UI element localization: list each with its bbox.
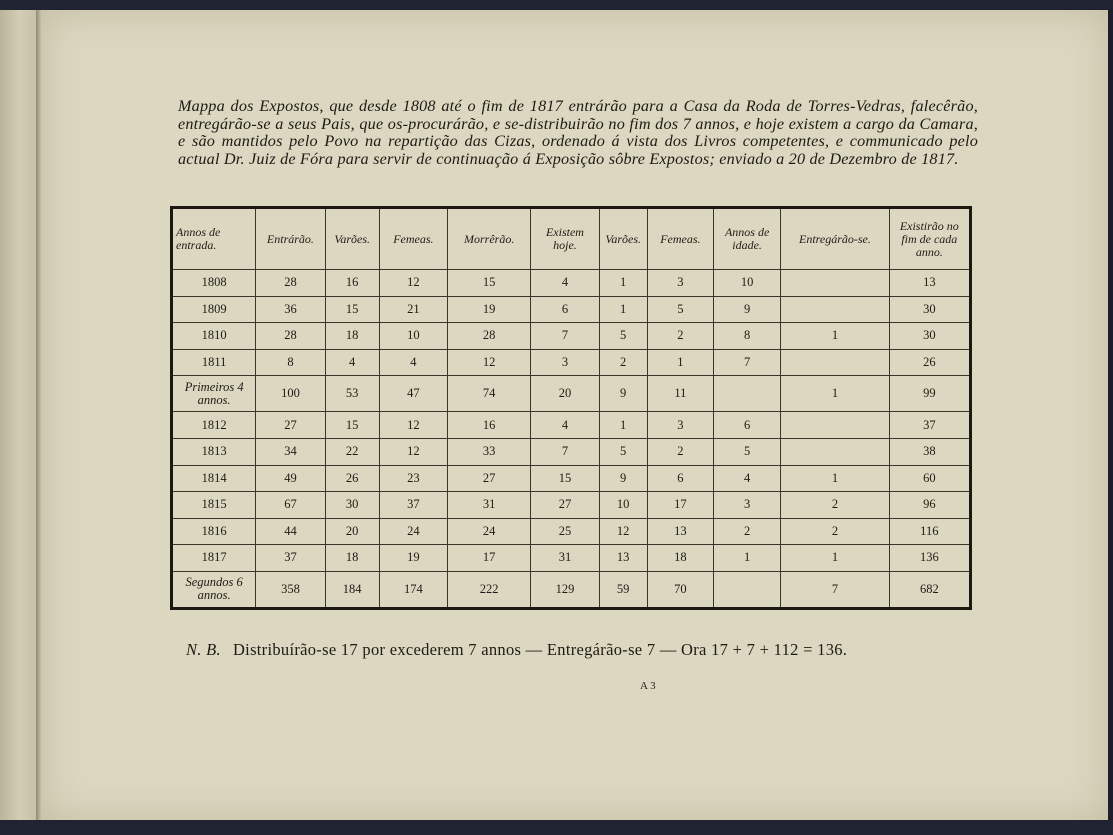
table-cell: 17 [448, 545, 531, 572]
col-header: Existirão no fim de cada anno. [889, 208, 970, 270]
table-cell: 23 [379, 465, 447, 492]
row-label-cell: Primeiros 4 annos. [172, 376, 256, 412]
table-cell: 18 [325, 545, 379, 572]
table-row [172, 323, 971, 350]
table-cell: 74 [448, 376, 531, 412]
table-cell: 129 [531, 571, 599, 608]
table-cell: 1 [599, 296, 647, 323]
col-header: Femeas. [379, 208, 447, 270]
scan-bottom-edge [0, 820, 1113, 835]
table-cell: 1 [781, 545, 889, 572]
table-cell: 1 [781, 376, 889, 412]
table-cell: 8 [256, 349, 325, 376]
table-cell: 31 [531, 545, 599, 572]
table-row [172, 412, 971, 439]
expostos-table [170, 206, 972, 610]
table-row [172, 571, 971, 608]
table-row [172, 349, 971, 376]
document-headline: Mappa dos Expostos, que desde 1808 até o fim de 1817 entrárão para a Casa da Roda de Torres-Vedras, falecêrão, entregárão-se a seus Pais, que os-procurárão, e se-distribuirão no fim dos 7 annos, e hoje existem a cargo da Camara, e são mantidos pelo Povo na repartição das Cizas, ordenado á vista dos Livros competentes, e communicado pelo actual Dr. Juiz de Fóra para servir de continuação á Exposição sôbre Expostos; enviado a 20 de Dezembro de 1817. [178, 97, 978, 168]
table-cell: 28 [448, 323, 531, 350]
table-cell: 4 [379, 349, 447, 376]
signature-mark: A 3 [640, 680, 656, 692]
table-cell: 12 [448, 349, 531, 376]
nota-bene-text: Distribuírão-se 17 por excederem 7 annos — Entregárão-se 7 — Ora 17 + 7 + 112 = 136. [232, 640, 848, 659]
table-cell: 36 [256, 296, 325, 323]
table-cell: 19 [379, 545, 447, 572]
table-cell: 24 [448, 518, 531, 545]
table-cell: 22 [325, 438, 379, 465]
table-cell: 20 [531, 376, 599, 412]
table-cell: 6 [713, 412, 780, 439]
table-cell [781, 412, 889, 439]
table-cell [781, 270, 889, 297]
table-cell: 4 [531, 412, 599, 439]
table-cell: 2 [781, 492, 889, 519]
table-cell: 30 [325, 492, 379, 519]
row-label-cell: 1816 [172, 518, 256, 545]
col-header: Morrêrão. [448, 208, 531, 270]
table-cell: 15 [325, 412, 379, 439]
table-cell: 136 [889, 545, 970, 572]
table-cell: 12 [379, 412, 447, 439]
table-cell: 116 [889, 518, 970, 545]
table-cell: 3 [647, 412, 713, 439]
table-cell: 1 [599, 270, 647, 297]
table-cell: 25 [531, 518, 599, 545]
table-cell: 13 [599, 545, 647, 572]
table-cell: 9 [599, 465, 647, 492]
table-cell: 31 [448, 492, 531, 519]
table-cell: 37 [889, 412, 970, 439]
table-cell: 5 [713, 438, 780, 465]
table-cell: 5 [647, 296, 713, 323]
table-cell: 8 [713, 323, 780, 350]
table-cell: 9 [713, 296, 780, 323]
table-row [172, 518, 971, 545]
table-cell: 18 [325, 323, 379, 350]
table-row [172, 438, 971, 465]
table-cell: 2 [647, 323, 713, 350]
table-cell: 20 [325, 518, 379, 545]
table-cell: 2 [713, 518, 780, 545]
col-header: Existem hoje. [531, 208, 599, 270]
table-cell: 27 [531, 492, 599, 519]
table-row [172, 376, 971, 412]
row-label-cell: 1817 [172, 545, 256, 572]
col-header: Varões. [325, 208, 379, 270]
table-cell: 30 [889, 323, 970, 350]
table-cell: 3 [647, 270, 713, 297]
table-cell: 2 [647, 438, 713, 465]
table-cell: 16 [448, 412, 531, 439]
table-row [172, 492, 971, 519]
table-cell: 11 [647, 376, 713, 412]
table-cell: 1 [647, 349, 713, 376]
table-cell: 6 [647, 465, 713, 492]
table-cell: 10 [379, 323, 447, 350]
row-label-cell: 1808 [172, 270, 256, 297]
table-cell: 38 [889, 438, 970, 465]
table-cell: 37 [256, 545, 325, 572]
table-header-row [172, 208, 971, 270]
table-cell: 96 [889, 492, 970, 519]
table-cell: 7 [531, 323, 599, 350]
table-cell: 27 [256, 412, 325, 439]
table-cell: 10 [713, 270, 780, 297]
nota-bene-prefix: N. B. [186, 640, 221, 659]
table-cell: 17 [647, 492, 713, 519]
table-cell: 70 [647, 571, 713, 608]
table-row [172, 545, 971, 572]
table-cell: 174 [379, 571, 447, 608]
table-cell: 15 [531, 465, 599, 492]
table-cell: 99 [889, 376, 970, 412]
table-cell: 67 [256, 492, 325, 519]
table-cell: 30 [889, 296, 970, 323]
table-cell [713, 376, 780, 412]
row-label-cell: Segundos 6 annos. [172, 571, 256, 608]
table-cell: 49 [256, 465, 325, 492]
table-cell: 44 [256, 518, 325, 545]
table-cell: 5 [599, 438, 647, 465]
table-cell: 6 [531, 296, 599, 323]
table-cell: 19 [448, 296, 531, 323]
table-cell: 59 [599, 571, 647, 608]
row-label-cell: 1814 [172, 465, 256, 492]
table-cell: 24 [379, 518, 447, 545]
table-row [172, 270, 971, 297]
table-cell: 26 [325, 465, 379, 492]
table-cell: 1 [713, 545, 780, 572]
col-header: Varões. [599, 208, 647, 270]
col-header: Entregárão-se. [781, 208, 889, 270]
table-cell: 100 [256, 376, 325, 412]
table-cell [781, 296, 889, 323]
table-cell [781, 349, 889, 376]
table-cell: 12 [379, 270, 447, 297]
nota-bene [186, 640, 946, 660]
table-cell: 2 [599, 349, 647, 376]
table-cell: 222 [448, 571, 531, 608]
table-cell: 13 [889, 270, 970, 297]
table-cell: 26 [889, 349, 970, 376]
table-cell: 47 [379, 376, 447, 412]
row-label-cell: 1815 [172, 492, 256, 519]
table-row [172, 465, 971, 492]
table-cell: 28 [256, 323, 325, 350]
col-header: Femeas. [647, 208, 713, 270]
table-cell: 13 [647, 518, 713, 545]
table-cell: 15 [448, 270, 531, 297]
table-cell: 4 [531, 270, 599, 297]
table-cell: 5 [599, 323, 647, 350]
table-cell: 682 [889, 571, 970, 608]
table-cell: 7 [781, 571, 889, 608]
book-spine [0, 10, 36, 830]
table-cell: 21 [379, 296, 447, 323]
table-cell: 12 [379, 438, 447, 465]
table-cell: 34 [256, 438, 325, 465]
table-cell: 7 [531, 438, 599, 465]
col-header: Annos de idade. [713, 208, 780, 270]
table-cell: 18 [647, 545, 713, 572]
table-cell: 27 [448, 465, 531, 492]
table-cell: 37 [379, 492, 447, 519]
table-cell: 15 [325, 296, 379, 323]
table-cell [713, 571, 780, 608]
row-label-cell: 1809 [172, 296, 256, 323]
col-header: Entrárão. [256, 208, 325, 270]
table-cell: 358 [256, 571, 325, 608]
col-header: Annos de entrada. [172, 208, 256, 270]
row-label-cell: 1812 [172, 412, 256, 439]
table-cell: 60 [889, 465, 970, 492]
table-cell: 1 [781, 323, 889, 350]
table-cell: 9 [599, 376, 647, 412]
table-cell: 53 [325, 376, 379, 412]
table-cell [781, 438, 889, 465]
row-label-cell: 1811 [172, 349, 256, 376]
table-cell: 1 [781, 465, 889, 492]
table-cell: 7 [713, 349, 780, 376]
table-cell: 33 [448, 438, 531, 465]
table-cell: 2 [781, 518, 889, 545]
table-cell: 28 [256, 270, 325, 297]
scan-top-edge [0, 0, 1113, 10]
row-label-cell: 1810 [172, 323, 256, 350]
table-cell: 12 [599, 518, 647, 545]
table-cell: 4 [713, 465, 780, 492]
table-cell: 16 [325, 270, 379, 297]
table-cell: 1 [599, 412, 647, 439]
table-cell: 10 [599, 492, 647, 519]
table-cell: 184 [325, 571, 379, 608]
table-cell: 4 [325, 349, 379, 376]
table-cell: 3 [531, 349, 599, 376]
table-row [172, 296, 971, 323]
table-cell: 3 [713, 492, 780, 519]
row-label-cell: 1813 [172, 438, 256, 465]
